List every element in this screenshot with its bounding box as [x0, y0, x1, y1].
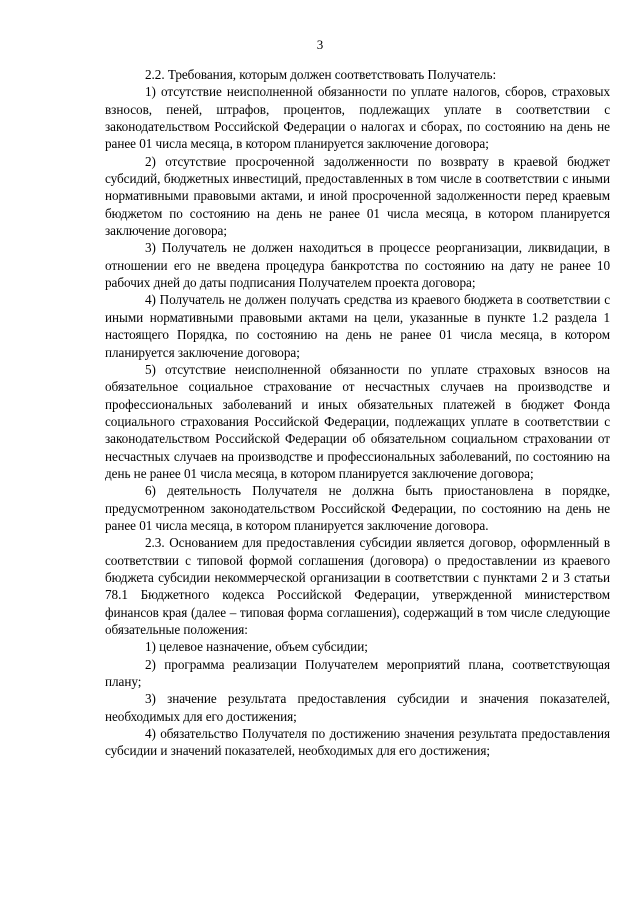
paragraph-provision-3: 3) значение результата предоставления субсидии и значения показателей, необходимых для его достижения;: [105, 691, 610, 724]
paragraph-requirement-1: 1) отсутствие неисполненной обязанности по уплате налогов, сборов, страховых взносов, пеней, штрафов, процентов, подлежащих уплате в соответствии с законодательством Российской Федерации о налогах и сборах, по состоянию на день не ранее 01 числа месяца, в котором планируется заключение договора;: [105, 84, 610, 152]
paragraph-requirement-6: 6) деятельность Получателя не должна быть приостановлена в порядке, предусмотренном законодательством Российской Федерации, по состоянию на день не ранее 01 числа месяца, в котором планируется заключение договора.: [105, 483, 610, 533]
paragraph-requirement-5: 5) отсутствие неисполненной обязанности по уплате страховых взносов на обязательное социальное страхование от несчастных случаев на производстве и профессиональных заболеваний и иных обязательных платежей в бюджет Фонда социального страхования Российской Федерации, подлежащих уплате в соответствии с законодательством Российской Федерации об обязательном социальном страховании от несчастных случаев на производстве и профессиональных заболеваний, по состоянию на день не ранее 01 числа месяца, в котором планируется заключение договора;: [105, 361, 610, 481]
paragraph-requirement-2: 2) отсутствие просроченной задолженности по возврату в краевой бюджет субсидий, бюджетных инвестиций, предоставленных в том числе в соответствии с иными нормативными правовыми актами, и иной просроченной задолженности перед краевым бюджетом по состоянию на день не ранее 01 числа месяца, в котором планируется заключение договора;: [105, 153, 610, 239]
paragraph-provision-1: 1) целевое назначение, объем субсидии;: [145, 639, 368, 655]
paragraph-2-3-heading: 2.3. Основанием для предоставления субсидии является договор, оформленный в соответствии с типовой формой соглашения (договора) о предоставлении из краевого бюджета субсидии некоммерческой организации в соответствии с пунктами 2 и 3 статьи 78.1 Бюджетного кодекса Российской Федерации, утвержденной министерством финансов края (далее – типовая форма соглашения), содержащий в том числе следующие обязательные положения:: [105, 535, 610, 637]
paragraph-2-2-heading: 2.2. Требования, которым должен соответствовать Получатель:: [145, 67, 497, 82]
page-number: 3: [316, 37, 324, 52]
paragraph-provision-4: 4) обязательство Получателя по достижению значения результата предоставления субсидии и значений показателей, необходимых для его достижения;: [105, 726, 610, 759]
paragraph-requirement-3: 3) Получатель не должен находиться в процессе реорганизации, ликвидации, в отношении его не введена процедура банкротства по состоянию на дату не ранее 10 рабочих дней до даты подписания Получателем проекта договора;: [105, 240, 610, 291]
paragraph-requirement-4: 4) Получатель не должен получать средства из краевого бюджета в соответствии с иными нормативными правовыми актами на цели, указанные в пункте 1.2 раздела 1 настоящего Порядка, по состоянию на день не ранее 01 числа месяца, в котором планируется заключение договора;: [105, 292, 610, 360]
document-body: [105, 66, 610, 760]
paragraph-provision-2: 2) программа реализации Получателем мероприятий плана, соответствующая плану;: [105, 656, 610, 690]
